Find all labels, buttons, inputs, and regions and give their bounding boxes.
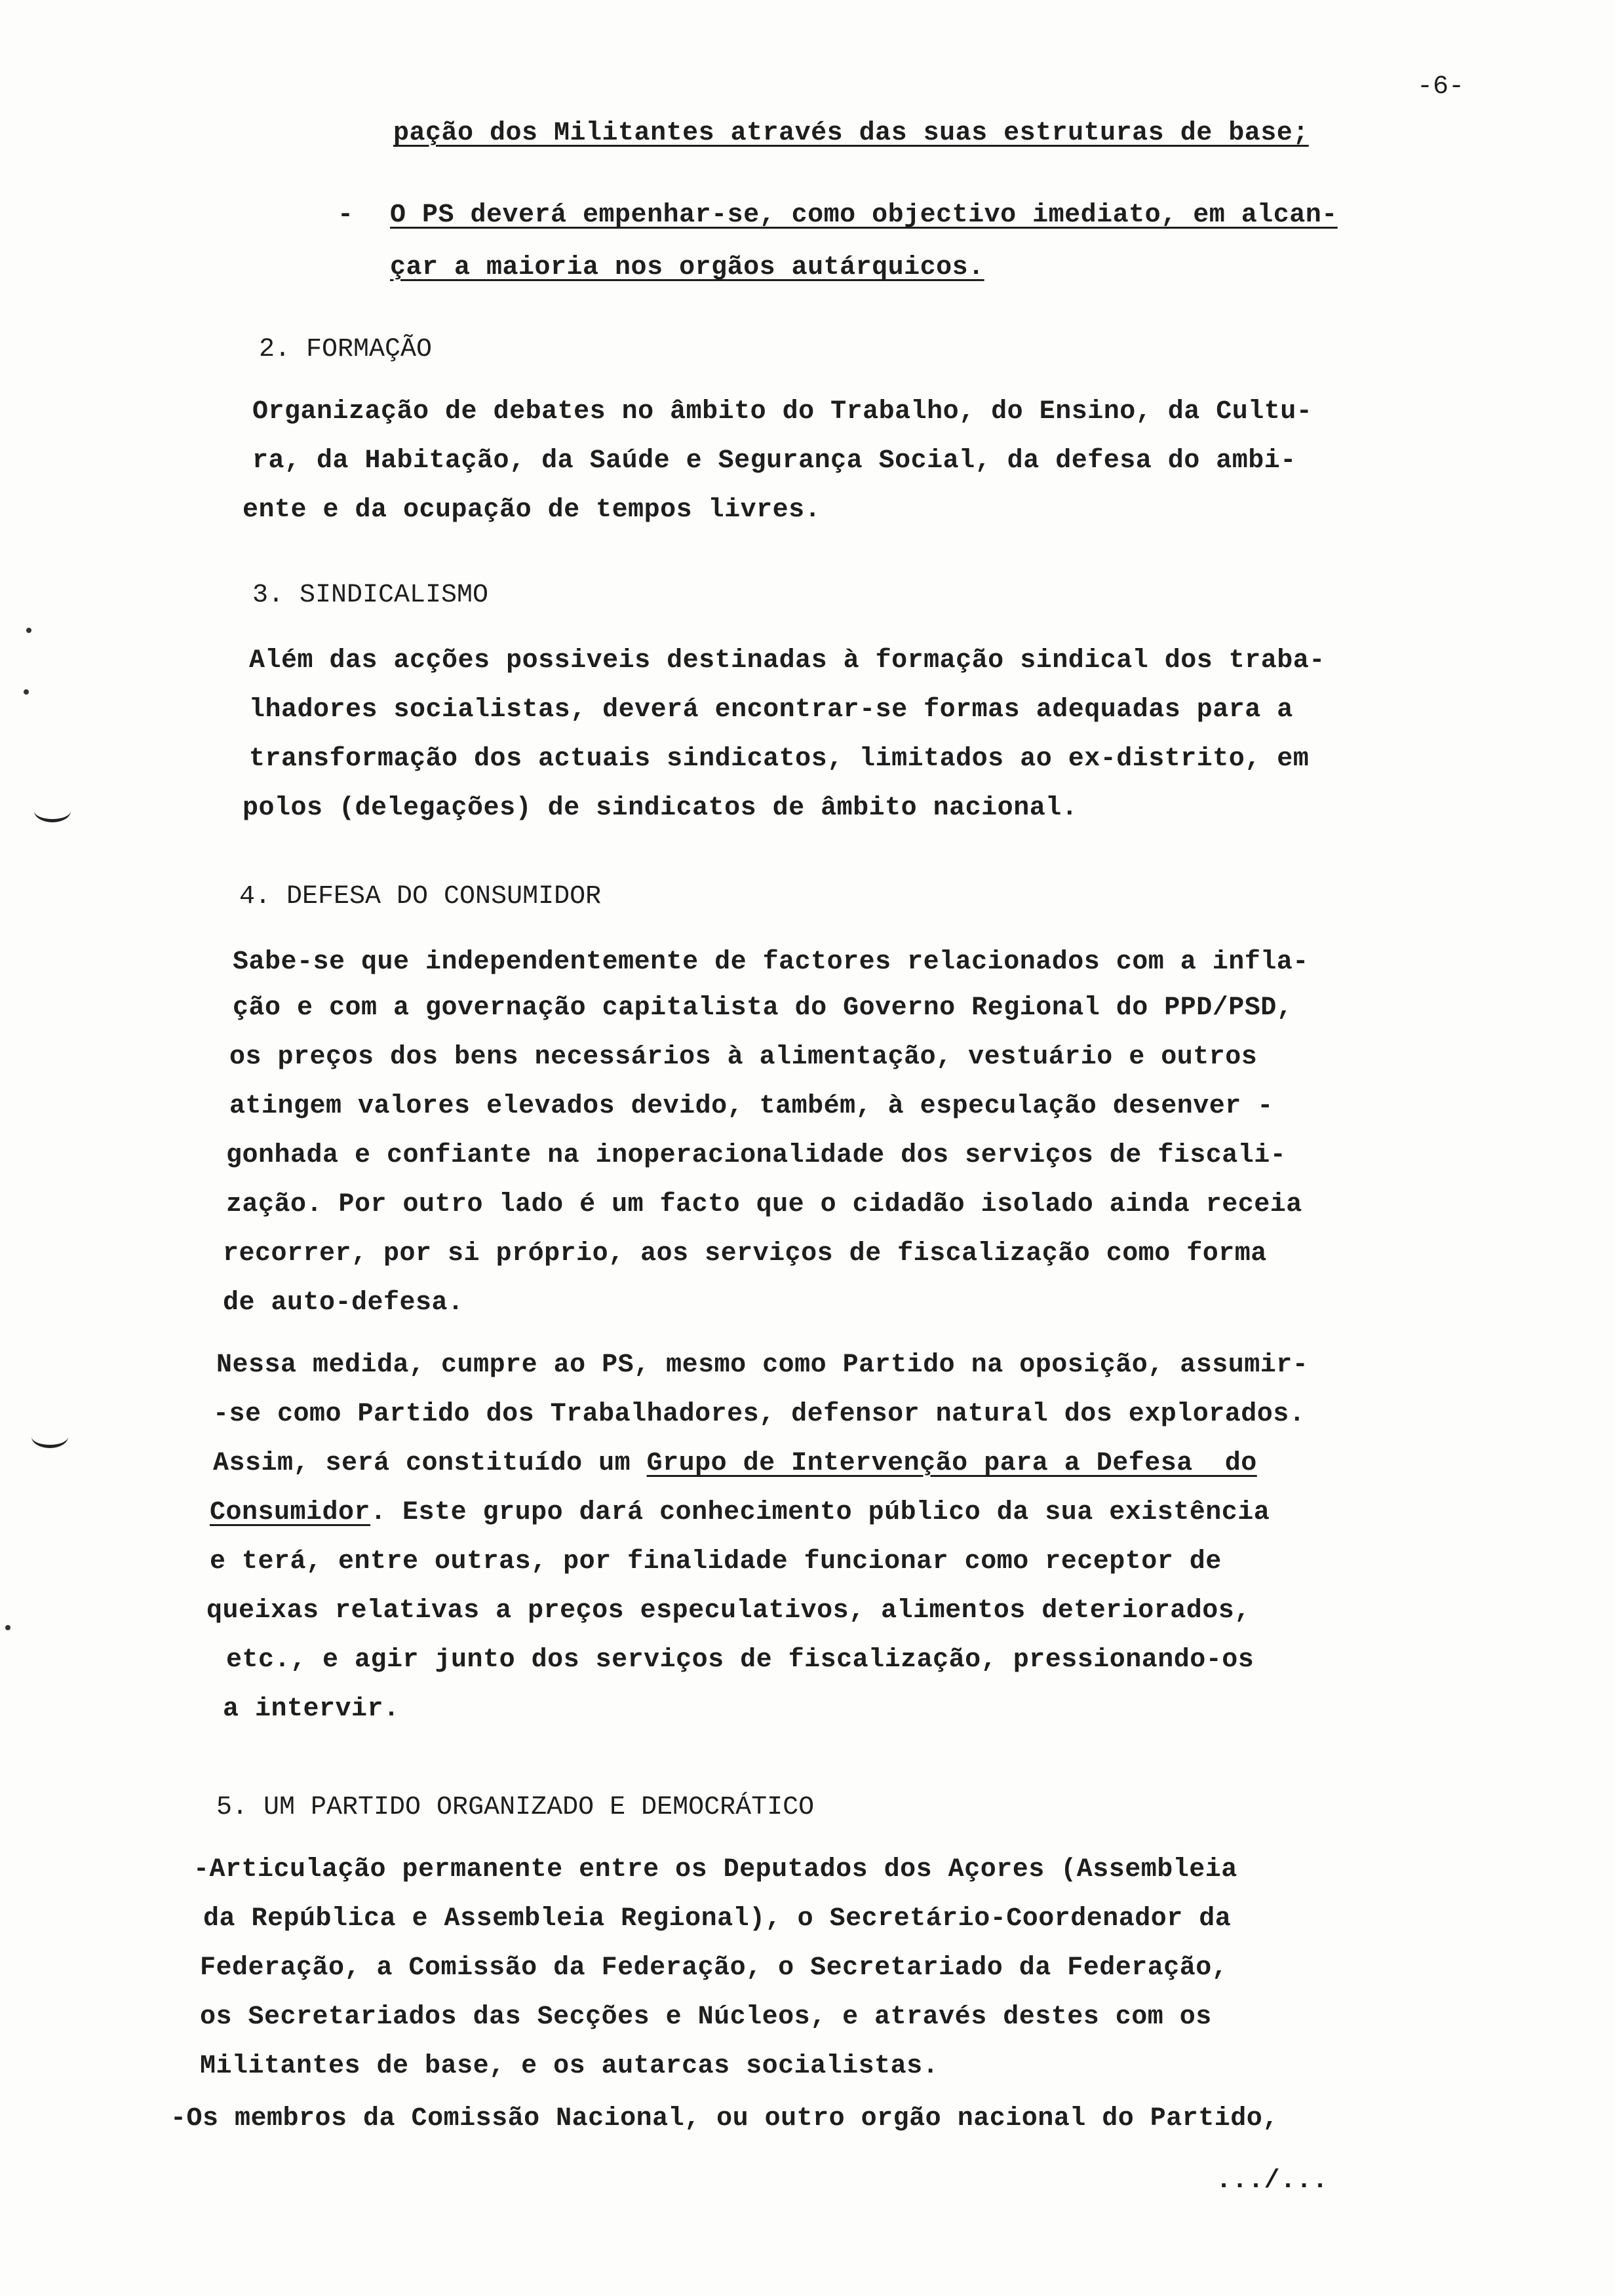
paragraph-line: -Os membros da Comissão Nacional, ou outro orgão nacional do Partido, xyxy=(170,2104,1279,2133)
paragraph-line: ra, da Habitação, da Saúde e Segurança Social, da defesa do ambi- xyxy=(252,446,1296,476)
paragraph-line: e terá, entre outras, por finalidade funcionar como receptor de xyxy=(210,1547,1222,1577)
section-heading-formacao: 2. FORMAÇÃO xyxy=(259,335,433,364)
paragraph-line: zação. Por outro lado é um facto que o cidadão isolado ainda receia xyxy=(226,1190,1302,1219)
paragraph-line: da República e Assembleia Regional), o Secretário-Coordenador da xyxy=(203,1904,1232,1934)
section-heading-defesa-consumidor: 4. DEFESA DO CONSUMIDOR xyxy=(239,882,602,911)
section-heading-sindicalismo: 3. SINDICALISMO xyxy=(252,581,489,610)
paragraph-line: polos (delegações) de sindicatos de âmbito nacional. xyxy=(243,794,1078,823)
continuation-mark: .../... xyxy=(1216,2166,1329,2196)
paragraph-line: Além das acções possiveis destinadas à formação sindical dos traba- xyxy=(249,646,1325,676)
paragraph-line: os preços dos bens necessários à alimentação, vestuário e outros xyxy=(229,1043,1258,1072)
binder-hole-mark xyxy=(31,1425,68,1448)
paragraph-line: ção e com a governação capitalista do Governo Regional do PPD/PSD, xyxy=(233,993,1293,1023)
paragraph-line: Sabe-se que independentemente de factores relacionados com a infla- xyxy=(233,947,1309,977)
margin-dot xyxy=(5,1625,10,1630)
paragraph-line: a intervir. xyxy=(223,1694,400,1724)
paragraph-line: Federação, a Comissão da Federação, o Secretariado da Federação, xyxy=(200,1953,1228,1983)
paragraph-text: . Este grupo dará conhecimento público da sua existência xyxy=(370,1498,1270,1527)
paragraph-line: atingem valores elevados devido, também, à especulação desenver - xyxy=(229,1092,1274,1121)
margin-dot xyxy=(26,628,31,633)
underlined-group-name: Grupo de Intervenção para a Defesa do xyxy=(646,1449,1257,1478)
paragraph-line: etc., e agir junto dos serviços de fiscalização, pressionando-os xyxy=(226,1645,1255,1675)
paragraph-line: gonhada e confiante na inoperacionalidade dos serviços de fiscali- xyxy=(226,1141,1287,1170)
paragraph-line: recorrer, por si próprio, aos serviços de fiscalização como forma xyxy=(223,1239,1267,1269)
underlined-group-name-end: Consumidor xyxy=(210,1498,371,1527)
intro-line-1: pação dos Militantes através das suas estruturas de base; xyxy=(393,119,1309,148)
paragraph-line: Nessa medida, cumpre ao PS, mesmo como Partido na oposição, assumir- xyxy=(216,1350,1309,1380)
paragraph-line xyxy=(213,1448,1257,1480)
margin-dot xyxy=(24,689,29,695)
paragraph-line: os Secretariados das Secções e Núcleos, e através destes com os xyxy=(200,2002,1212,2032)
paragraph-line: Organização de debates no âmbito do Trabalho, do Ensino, da Cultu- xyxy=(252,397,1313,427)
page-number: -6- xyxy=(1416,72,1464,102)
intro-line-2: O PS deverá empenhar-se, como objectivo imediato, em alcan- xyxy=(390,201,1338,230)
paragraph-line: ente e da ocupação de tempos livres. xyxy=(243,495,821,525)
paragraph-line: queixas relativas a preços especulativos, alimentos deteriorados, xyxy=(206,1596,1251,1626)
paragraph-line: -se como Partido dos Trabalhadores, defensor natural dos explorados. xyxy=(213,1400,1306,1429)
section-heading-partido: 5. UM PARTIDO ORGANIZADO E DEMOCRÁTICO xyxy=(216,1793,815,1822)
binder-hole-mark xyxy=(34,799,71,822)
paragraph-line: lhadores socialistas, deverá encontrar-se formas adequadas para a xyxy=(249,695,1293,725)
bullet-dash: - xyxy=(338,201,354,230)
paragraph-line xyxy=(210,1497,1270,1529)
intro-line-3: çar a maioria nos orgãos autárquicos. xyxy=(390,253,984,282)
paragraph-text: Assim, será constituído um xyxy=(213,1449,647,1478)
paragraph-line: transformação dos actuais sindicatos, limitados ao ex-distrito, em xyxy=(249,744,1310,774)
paragraph-line: de auto-defesa. xyxy=(223,1288,464,1318)
paragraph-line: Militantes de base, e os autarcas socialistas. xyxy=(200,2052,939,2081)
paragraph-line: -Articulação permanente entre os Deputados dos Açores (Assembleia xyxy=(193,1855,1237,1885)
